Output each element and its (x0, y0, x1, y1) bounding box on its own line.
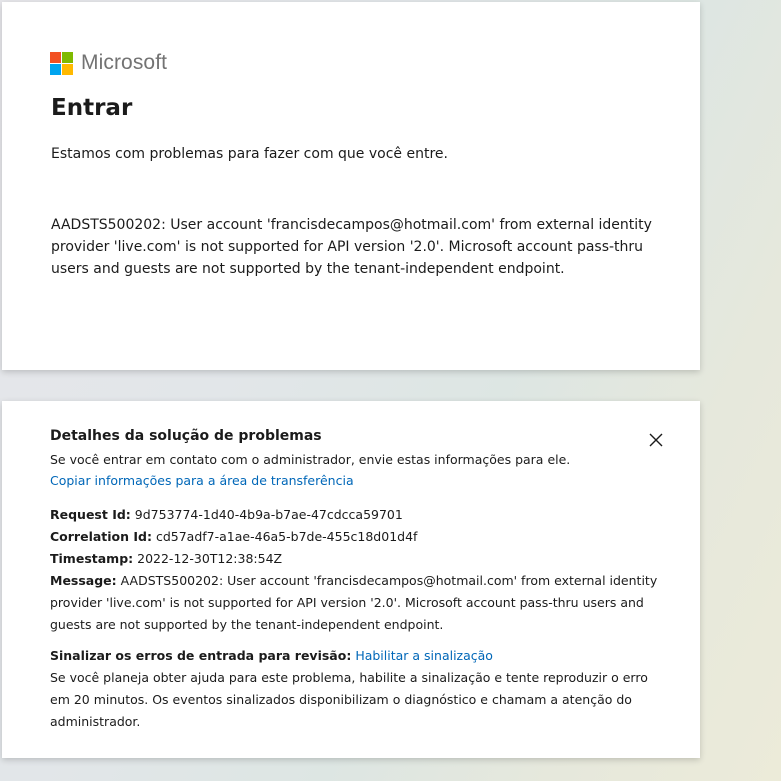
timestamp-row (50, 548, 660, 570)
enable-flagging-link[interactable]: Habilitar a sinalização (355, 648, 493, 663)
troubleshooting-details-panel (2, 401, 700, 758)
request-id-row (50, 504, 660, 526)
flag-errors-label: Sinalizar os erros de entrada para revisão: (50, 648, 352, 663)
microsoft-logo-icon (50, 52, 73, 75)
signin-subtitle: Estamos com problemas para fazer com que você entre. (51, 146, 448, 162)
correlation-id-label: Correlation Id: (50, 529, 152, 544)
correlation-id-row (50, 526, 660, 548)
timestamp-label: Timestamp: (50, 551, 134, 566)
close-icon (649, 433, 663, 447)
timestamp-value: 2022-12-30T12:38:54Z (137, 551, 283, 566)
microsoft-logo (50, 50, 167, 76)
message-row (50, 570, 660, 636)
details-title: Detalhes da solução de problemas (50, 428, 322, 444)
message-label: Message: (50, 573, 117, 588)
correlation-id-value: cd57adf7-a1ae-46a5-b7de-455c18d01d4f (155, 529, 418, 544)
diagnostic-info (50, 504, 660, 636)
close-button[interactable] (644, 428, 668, 452)
error-message: AADSTS500202: User account 'francisdecampos@hotmail.com' from external identity provider 'live.com' is not supported for API version '2.0'. Microsoft account pass-thru users and guests are not supported by the tenant-independent endpoint. (51, 217, 652, 277)
request-id-label: Request Id: (50, 507, 131, 522)
copy-to-clipboard-link[interactable]: Copiar informações para a área de transferência (50, 473, 354, 488)
flag-errors-row (50, 645, 660, 667)
message-value: AADSTS500202: User account 'francisdecampos@hotmail.com' from external identity provider 'live.com' is not supported for API version '2.0'. Microsoft account pass-thru users and guests are not supported by the tenant-independent endpoint. (50, 573, 658, 632)
details-intro: Se você entrar em contato com o administrador, envie estas informações para ele. (50, 452, 571, 467)
page-title: Entrar (51, 95, 133, 121)
request-id-value: 9d753774-1d40-4b9a-b7ae-47cdcca59701 (134, 507, 403, 522)
microsoft-logo-text: Microsoft (81, 51, 168, 74)
flag-errors-section (50, 645, 660, 733)
flag-errors-description: Se você planeja obter ajuda para este problema, habilite a sinalização e tente reproduzir o erro em 20 minutos. Os eventos sinalizados disponibilizam o diagnóstico e chamam a atenção do administrador. (50, 670, 648, 729)
signin-card (2, 2, 700, 370)
